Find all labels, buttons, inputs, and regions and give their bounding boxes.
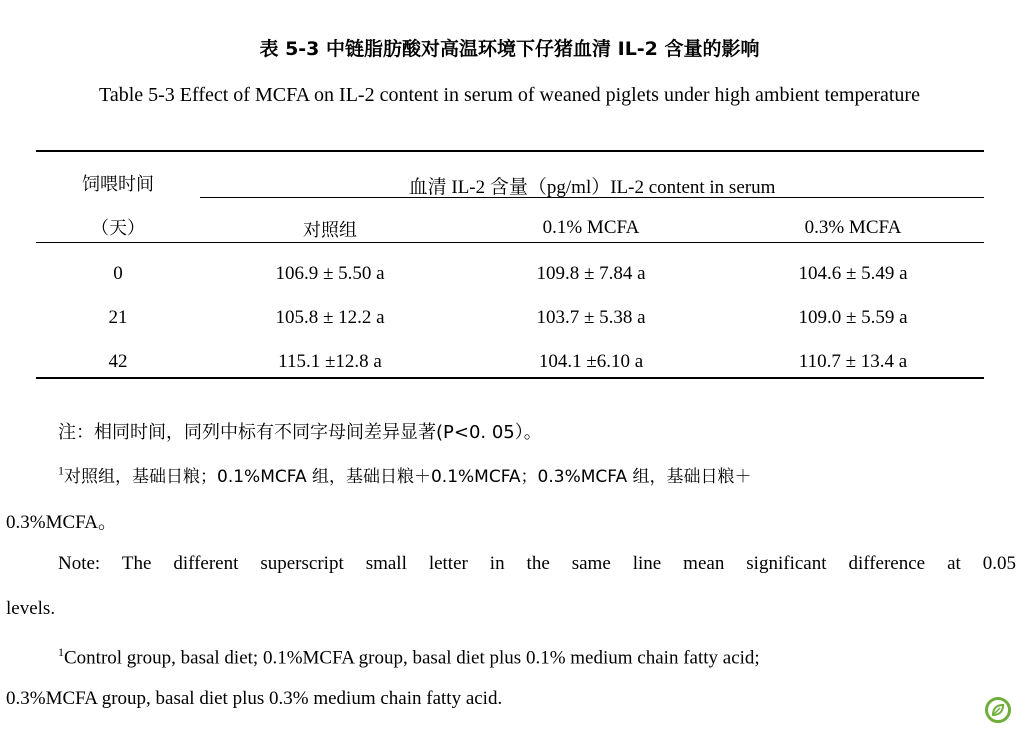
column-header-mcfa-0-3: 0.3% MCFA [804,217,902,238]
table-top-rule [36,150,984,152]
note-english-line2: levels. [6,598,56,619]
table-header-rule [36,242,984,243]
table-cell: 109.0 ± 5.59 a [798,307,908,328]
note-chinese: 注：相同时间，同列中标有不同字母间差异显著(P<0. 05）。 [58,422,542,443]
table-row-day: 21 [108,307,128,328]
footnote-english-line1 [58,645,1016,669]
column-header-control: 对照组 [303,220,357,241]
column-header-mcfa-0-1: 0.1% MCFA [542,217,640,238]
table-cell: 105.8 ± 12.2 a [275,307,385,328]
table-row-day: 0 [113,263,123,284]
table-cell: 115.1 ±12.8 a [278,351,382,372]
table-cell: 104.1 ±6.10 a [538,351,644,372]
header-day-line1: 饲喂时间 [82,174,154,195]
leaf-glyph-icon [991,703,1005,717]
footnote-english-line2: 0.3%MCFA group, basal diet plus 0.3% medium chain fatty acid. [6,688,503,709]
table-cell: 109.8 ± 7.84 a [536,263,646,284]
table-row-day: 42 [108,351,128,372]
footnote-chinese-line1 [58,462,1016,488]
table-cell: 103.7 ± 5.38 a [536,307,646,328]
table-cell: 110.7 ± 13.4 a [798,351,908,372]
leaf-logo-icon [985,697,1011,723]
header-group: 血清 IL-2 含量（pg/ml）IL-2 content in serum [408,177,776,198]
footnote-chinese-text: 对照组，基础日粮；0.1%MCFA 组，基础日粮＋0.1%MCFA；0.3%MCFA 组，基础日粮＋ [64,467,752,487]
note-english-line1: Note: The different superscript small letter in the same line mean significant difference at 0.05 [58,553,1016,574]
table-bottom-rule [36,377,984,379]
footnote-marker: 1 [58,645,64,659]
footnote-chinese-line2: 0.3%MCFA。 [6,512,118,533]
table-cell: 106.9 ± 5.50 a [275,263,385,284]
table-title-english: Table 5-3 Effect of MCFA on IL-2 content in serum of weaned piglets under high ambient temperature [99,84,920,106]
footnote-english-text: Control group, basal diet; 0.1%MCFA group, basal diet plus 0.1% medium chain fatty acid; [64,647,760,669]
footnote-marker: 1 [58,463,64,478]
table-cell: 104.6 ± 5.49 a [798,263,908,284]
header-day-line2: （天） [91,218,145,239]
table-title-chinese: 表 5-3 中链脂肪酸对高温环境下仔猪血清 IL-2 含量的影响 [259,38,760,60]
